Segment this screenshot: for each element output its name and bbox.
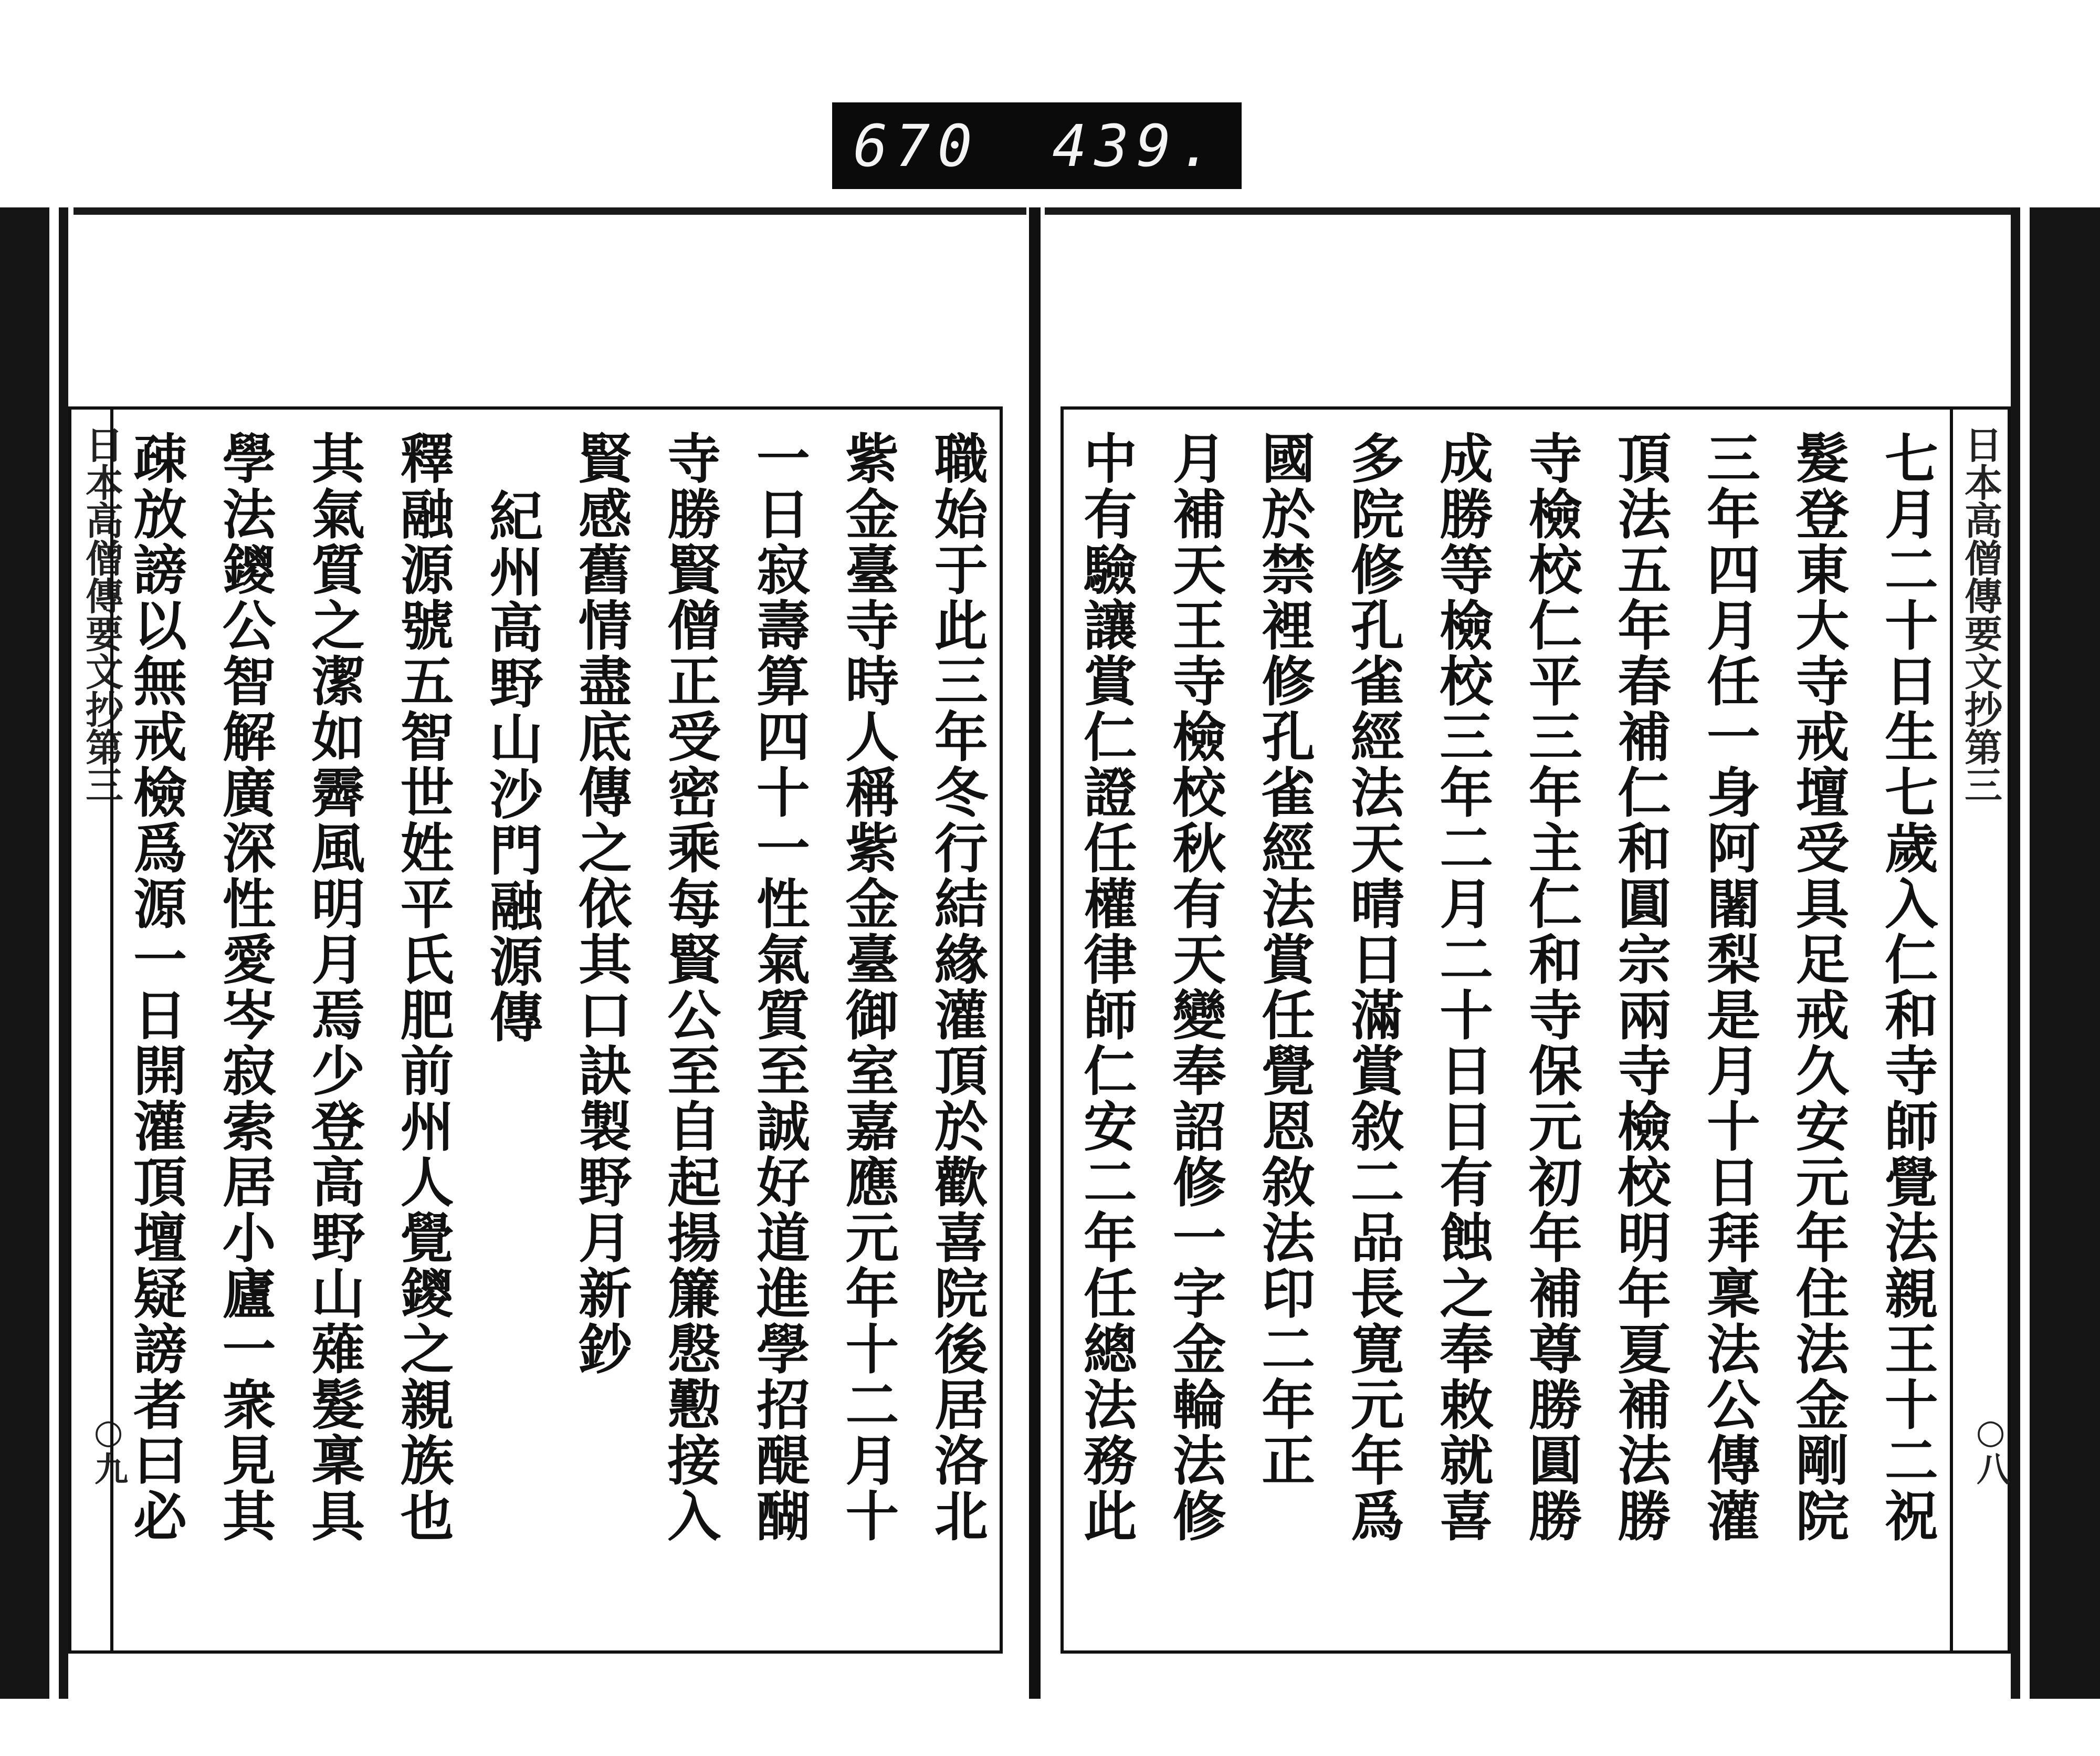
book-spine bbox=[1029, 207, 1041, 1699]
text-column: 學法鑁公智解廣深性愛岑寂索居小廬一衆見其 bbox=[213, 431, 277, 1544]
text-column: 職始于此三年冬行結緣灌頂於歡喜院後居洛北 bbox=[925, 431, 989, 1544]
text-column: 寺檢校仁平三年主仁和寺保元初年補尊勝圓勝 bbox=[1519, 431, 1583, 1544]
right-page bbox=[1045, 207, 2011, 1699]
text-column: 頂法五年春補仁和圓宗兩寺檢校明年夏補法勝 bbox=[1609, 431, 1672, 1544]
left-running-head: 日本高僧傳要文抄第三 bbox=[68, 406, 129, 1654]
scan-edge-left bbox=[0, 207, 68, 1699]
left-folio: ○九 bbox=[89, 1412, 128, 1485]
text-column: 紫金臺寺時人稱紫金臺御室嘉應元年十二月十 bbox=[836, 431, 900, 1544]
text-column: 寺勝賢僧正受密乘每賢公至自起揚簾慇懃接入 bbox=[658, 431, 722, 1544]
text-column: 月補天王寺檢校秋有天變奉詔修一字金輪法修 bbox=[1163, 431, 1227, 1544]
text-column: 多院修孔雀經法天晴日滿賞敘二品長寛元年爲 bbox=[1341, 431, 1405, 1544]
frame-number-right: 439. bbox=[1052, 112, 1221, 180]
text-column: 七月二十日生七歲入仁和寺師覺法親王十二祝 bbox=[1875, 431, 1939, 1544]
scan-edge-right bbox=[2011, 207, 2100, 1699]
text-column: 釋融源號五智世姓平氏肥前州人覺鑁之親族也 bbox=[391, 431, 455, 1544]
text-column: 疎放謗以無戒檢爲源一日開灌頂壇疑謗者曰必 bbox=[124, 431, 187, 1544]
biography-title: 紀州高野山沙門融源傳 bbox=[480, 488, 544, 1045]
text-column: 中有驗讓賞仁證任權律師仁安二年任總法務此 bbox=[1075, 431, 1138, 1544]
right-text-frame bbox=[1060, 406, 1953, 1654]
microfilm-frame-label bbox=[832, 102, 1242, 189]
text-column: 國於禁裡修孔雀經法賞任覺恩敘法印二年正 bbox=[1253, 431, 1316, 1488]
text-column: 一日寂壽算四十一性氣質至誠好道進學招醍醐 bbox=[747, 431, 811, 1544]
text-column: 賢感舊情盡底傳之依其口訣製野月新鈔 bbox=[569, 431, 633, 1377]
right-folio: ○八 bbox=[1971, 1412, 2010, 1485]
frame-number-left: 670 bbox=[853, 112, 980, 180]
text-column: 成勝等檢校三年二月二十日日有蝕之奉敕就喜 bbox=[1431, 431, 1494, 1544]
text-column: 髮登東大寺戒壇受具足戒久安元年住法金剛院 bbox=[1787, 431, 1850, 1544]
text-column: 其氣質之潔如霽風明月焉少登高野山薙髮稟具 bbox=[302, 431, 366, 1544]
left-page bbox=[74, 207, 1026, 1699]
left-text-frame bbox=[110, 406, 1003, 1654]
right-running-head: 日本高僧傳要文抄第三 bbox=[1953, 406, 2011, 1654]
text-column: 三年四月任一身阿闍梨是月十日拜稟法公傳灌 bbox=[1697, 431, 1761, 1544]
